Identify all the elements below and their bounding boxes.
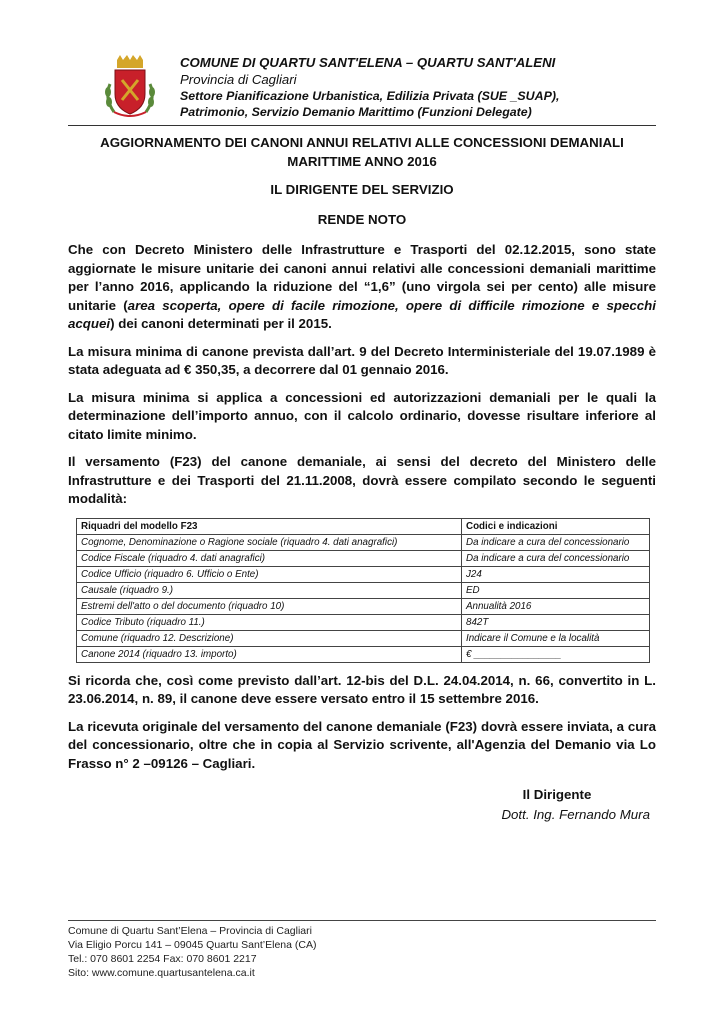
table-row	[77, 646, 650, 662]
table-cell: Canone 2014 (riquadro 13. importo)	[77, 646, 462, 662]
table-cell: Cognome, Denominazione o Ragione sociale (riquadro 4. dati anagrafici)	[77, 534, 462, 550]
paragraph-minimum-fee: La misura minima di canone prevista dall’art. 9 del Decreto Interministeriale del 19.07.1989 è stata adeguata ad € 350,35, a decorrere dal 01 gennaio 2016.	[68, 343, 656, 377]
footer-line-1: Comune di Quartu Sant’Elena – Provincia di Cagliari	[68, 925, 312, 937]
table-cell: 842T	[462, 614, 650, 630]
province-name: Provincia di Cagliari	[180, 72, 297, 87]
footer-contacts	[68, 924, 468, 980]
notice-body	[68, 134, 656, 773]
table-header-row	[77, 518, 650, 534]
table-cell: Annualità 2016	[462, 598, 650, 614]
issuer-heading: IL DIRIGENTE DEL SERVIZIO	[270, 182, 454, 197]
table-cell: Comune (riquadro 12. Descrizione)	[77, 630, 462, 646]
table-row	[77, 598, 650, 614]
paragraph-deadline: Si ricorda che, così come previsto dall’art. 12-bis del D.L. 24.04.2014, n. 66, convertito in L. 23.06.2014, n. 89, il canone deve essere versato entro il 15 settembre 2016.	[68, 672, 656, 706]
table-row	[77, 534, 650, 550]
column-header-codes: Codici e indicazioni	[462, 518, 650, 534]
notice-title	[68, 134, 656, 171]
paragraph-decree-text: Che con Decreto Ministero delle Infrastrutture e Trasporti del 02.12.2015, sono state aggiornate le misure unitarie dei canoni annui relativi alle concessioni demaniali marittime per l’anno 2016, applicando la riduzione del “1,6” (uno virgola sei per cento) alle misure unitarie (	[68, 242, 656, 313]
table-cell: Codice Fiscale (riquadro 4. dati anagrafici)	[77, 550, 462, 566]
table-cell: Da indicare a cura del concessionario	[462, 534, 650, 550]
table-row	[77, 566, 650, 582]
title-line-1: AGGIORNAMENTO DEI CANONI ANNUI RELATIVI ALLE CONCESSIONI DEMANIALI	[100, 135, 624, 150]
signature-title: Il Dirigente	[522, 787, 592, 802]
table-row	[77, 630, 650, 646]
announcement-heading: RENDE NOTO	[317, 211, 407, 227]
footer-divider	[68, 920, 656, 921]
footer-phone: Tel.: 070 8601 2254 Fax: 070 8601 2217	[68, 953, 257, 965]
municipal-coat-of-arms-icon	[100, 54, 160, 120]
table-cell: Codice Tributo (riquadro 11.)	[77, 614, 462, 630]
table-cell: ED	[462, 582, 650, 598]
title-line-2: MARITTIME ANNO 2016	[287, 153, 437, 169]
letterhead	[68, 50, 656, 126]
header-divider	[68, 125, 656, 126]
paragraph-receipt: La ricevuta originale del versamento del canone demaniale (F23) dovrà essere inviata, a cura del concessionario, oltre che in copia al Servizio scrivente, all'Agenzia del Demanio via Lo Frasso n° 2 –09126 – Cagliari.	[68, 718, 656, 771]
column-header-fields: Riquadri del modello F23	[77, 518, 462, 534]
table-cell: Codice Ufficio (riquadro 6. Ufficio o Ente)	[77, 566, 462, 582]
footer-address: Via Eligio Porcu 141 – 09045 Quartu Sant’Elena (CA)	[68, 939, 317, 951]
paragraph-payment-f23: Il versamento (F23) del canone demaniale, ai sensi del decreto del Ministero delle Infrastrutture e dei Trasporti del 21.11.2008, dovrà essere compilato secondo le seguenti modalità:	[68, 454, 656, 506]
table-cell: Da indicare a cura del concessionario	[462, 550, 650, 566]
paragraph-minimum-applies: La misura minima si applica a concessioni ed autorizzazioni demaniali per le quali la determinazione dell’importo annuo, con il calcolo ordinario, dovesse risultare inferiore al citato limite minimo.	[68, 389, 656, 442]
f23-instructions-table	[76, 518, 650, 663]
signature-block	[440, 785, 650, 825]
table-cell: J24	[462, 566, 650, 582]
table-row	[77, 614, 650, 630]
signature-name: Dott. Ing. Fernando Mura	[501, 807, 650, 822]
footer-website: Sito: www.comune.quartusantelena.ca.it	[68, 967, 255, 979]
department-line-1: Settore Pianificazione Urbanistica, Edilizia Privata (SUE _SUAP),	[180, 89, 560, 103]
table-row	[77, 582, 650, 598]
paragraph-decree-italic: area scoperta, opere di facile rimozione, opere di difficile rimozione e specchi acquei	[68, 297, 656, 331]
municipality-name: COMUNE DI QUARTU SANT'ELENA – QUARTU SANT'ALENI	[180, 55, 556, 70]
paragraph-decree-tail: ) dei canoni determinati per il 2015.	[110, 316, 332, 331]
table-cell: Estremi dell'atto o del documento (riquadro 10)	[77, 598, 462, 614]
department-line-2: Patrimonio, Servizio Demanio Marittimo (Funzioni Delegate)	[180, 105, 532, 119]
table-cell: € ________________	[462, 646, 650, 662]
table-cell: Indicare il Comune e la località	[462, 630, 650, 646]
paragraph-decree	[68, 241, 656, 334]
table-row	[77, 550, 650, 566]
table-cell: Causale (riquadro 9.)	[77, 582, 462, 598]
